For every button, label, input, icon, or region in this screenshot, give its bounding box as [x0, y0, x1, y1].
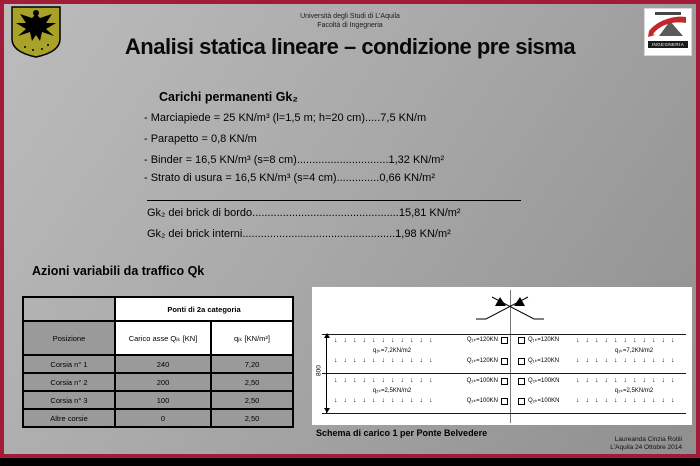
table-banner: Ponti di 2a categoria: [115, 297, 293, 321]
cell-posizione: Corsia n° 1: [23, 355, 115, 373]
diagram-caption: Schema di carico 1 per Ponte Belvedere: [316, 428, 488, 438]
cell-carico: 200: [115, 373, 211, 391]
lane2-q-label: q₂ₖ=2,5KN/m2: [614, 388, 654, 394]
lane1-Q-label: Q₁ₖ=120KN: [528, 337, 560, 343]
lane2-Q-label: Q₂ₖ=100KN: [528, 378, 560, 384]
table-row-corsia1: [23, 355, 293, 373]
lane2-axle-left: [446, 398, 508, 405]
faculty-name: Facoltà di Ingegneria: [317, 22, 383, 29]
axle-square-icon: [518, 398, 525, 405]
lane2-Q-label: Q₂ₖ=100KN: [466, 378, 498, 384]
lane2-Q-label: Q₂ₖ=100KN: [466, 398, 498, 404]
lane2-Q-label: Q₂ₖ=100KN: [528, 398, 560, 404]
table-row-altre-corsie: [23, 409, 293, 427]
load-item-strato-usura: - Strato di usura = 16,5 KN/m³ (s=4 cm)..............0,66 KN/m²: [144, 172, 435, 184]
axle-square-icon: [501, 378, 508, 385]
load-arrows: ↓↓↓↓↓↓↓↓↓↓↓: [334, 397, 439, 404]
lane1-q-label: q₁ₖ=7,2KN/m2: [614, 348, 654, 354]
permanent-loads-heading: Carichi permanenti Gk₂: [159, 90, 298, 104]
traffic-loads-heading: Azioni variabili da traffico Qk: [32, 264, 205, 278]
load-item-parapetto: - Parapetto = 0,8 KN/m: [144, 133, 257, 145]
lane2-axle-right: [518, 378, 580, 385]
lane1-axle-right: [518, 358, 580, 365]
lane-line-top: [322, 334, 686, 335]
lane-line-bottom: [322, 413, 686, 414]
table-row-corsia2: [23, 373, 293, 391]
load-arrows: ↓↓↓↓↓↓↓↓↓↓↓: [576, 397, 681, 404]
axle-square-icon: [501, 358, 508, 365]
footer-author: Laureanda Cinzia Rotili: [614, 436, 682, 443]
bottom-black-band: [0, 458, 700, 466]
cell-q: 2,50: [211, 373, 293, 391]
total-brick-interni: Gk₂ dei brick interni..................................................1,98 KN/m²: [147, 228, 451, 240]
cell-posizione: Corsia n° 2: [23, 373, 115, 391]
load-arrows: ↓↓↓↓↓↓↓↓↓↓↓: [576, 357, 681, 364]
lane1-Q-label: Q₁ₖ=120KN: [466, 337, 498, 343]
load-arrows: ↓↓↓↓↓↓↓↓↓↓↓: [576, 377, 681, 384]
university-name: Università degli Studi di L'Aquila: [300, 13, 400, 20]
load-arrows: ↓↓↓↓↓↓↓↓↓↓↓: [334, 377, 439, 384]
slide-footer: [610, 436, 682, 452]
lane1-Q-label: Q₁ₖ=120KN: [466, 358, 498, 364]
cell-carico: 0: [115, 409, 211, 427]
col-header-posizione: Posizione: [23, 321, 115, 355]
load-arrows: ↓↓↓↓↓↓↓↓↓↓↓: [334, 357, 439, 364]
lane1-q-label: q₁ₖ=7,2KN/m2: [372, 348, 412, 354]
cell-q: 2,50: [211, 391, 293, 409]
axle-square-icon: [501, 337, 508, 344]
load-arrows: ↓↓↓↓↓↓↓↓↓↓↓: [576, 337, 681, 344]
cell-q: 7,20: [211, 355, 293, 373]
load-arrows: ↓↓↓↓↓↓↓↓↓↓↓: [334, 337, 439, 344]
axle-square-icon: [518, 378, 525, 385]
table-banner-row: [23, 297, 293, 321]
footer-date: L'Aquila 24 Ottobre 2014: [610, 444, 682, 451]
lane2-q-label: q₂ₖ=2,5KN/m2: [372, 388, 412, 394]
dimension-label: 800: [315, 365, 323, 376]
load-scheme-diagram: [312, 287, 692, 425]
cell-q: 2,50: [211, 409, 293, 427]
col-header-qik: qᵢₖ [KN/m²]: [211, 321, 293, 355]
divider-line: [147, 200, 521, 201]
load-item-marciapiede: - Marciapiede = 25 KN/m³ (l=1,5 m; h=20 cm).....7,5 KN/m: [144, 112, 427, 124]
cell-posizione: Corsia n° 3: [23, 391, 115, 409]
lane1-axle-right: [518, 337, 580, 344]
total-brick-bordo: Gk₂ dei brick di bordo................................................15,81 KN/m²: [147, 207, 461, 219]
slide-body: [4, 4, 696, 454]
lane2-axle-right: [518, 398, 580, 405]
slide-title: Analisi statica lineare – condizione pre sisma: [124, 34, 576, 59]
cell-carico: 100: [115, 391, 211, 409]
axle-square-icon: [518, 337, 525, 344]
col-header-carico-asse: Carico asse Qᵢₖ [KN]: [115, 321, 211, 355]
table-corner: [23, 297, 115, 321]
faculty-logo-label: INGEGNERIA: [648, 41, 688, 48]
table-row-corsia3: [23, 391, 293, 409]
axle-square-icon: [501, 398, 508, 405]
lane1-axle-left: [446, 358, 508, 365]
axle-square-icon: [518, 358, 525, 365]
dimension-arrow-up: [324, 333, 330, 338]
lane2-axle-left: [446, 378, 508, 385]
lane1-Q-label: Q₁ₖ=120KN: [528, 358, 560, 364]
lane1-axle-left: [446, 337, 508, 344]
cell-posizione: Altre corsie: [23, 409, 115, 427]
cell-carico: 240: [115, 355, 211, 373]
dimension-line: [326, 334, 327, 413]
university-header: [4, 12, 696, 30]
lane-line-middle: [322, 373, 686, 374]
load-item-binder: - Binder = 16,5 KN/m³ (s=8 cm)..............................1,32 KN/m²: [144, 154, 445, 166]
dimension-arrow-down: [324, 408, 330, 413]
table-header-row: [23, 321, 293, 355]
axis-marker-icon: [474, 293, 546, 330]
traffic-table: [22, 296, 294, 428]
